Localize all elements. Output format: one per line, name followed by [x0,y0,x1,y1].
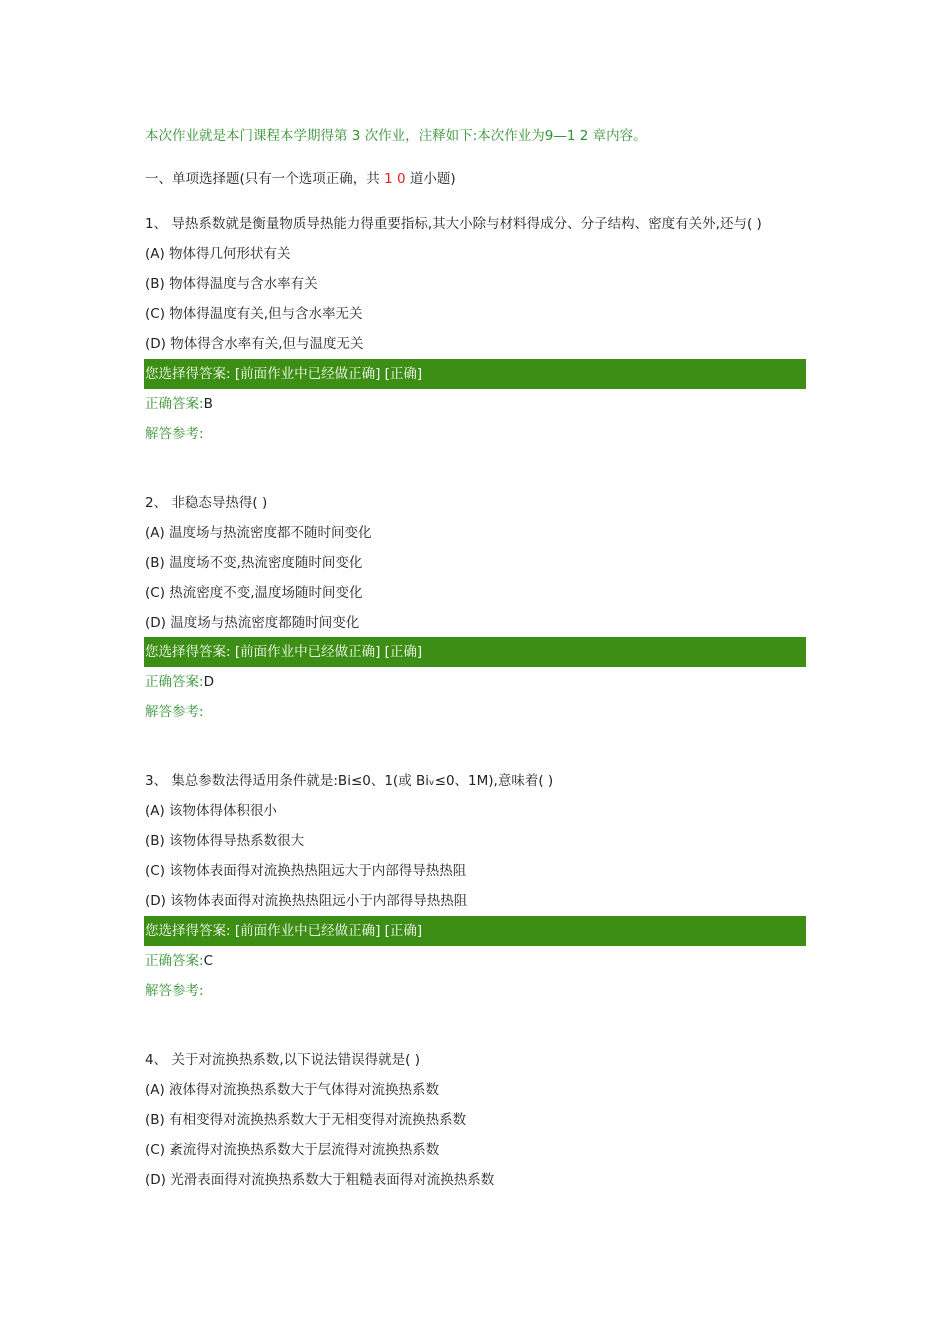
question-3-your-answer-bar: 您选择得答案: [前面作业中已经做正确] [正确] [144,916,806,946]
correct-answer-value: B [203,396,213,412]
correct-answer-label: 正确答案: [145,396,204,412]
correct-answer-label: 正确答案: [145,953,204,969]
question-1-stem: 1、 导热系数就是衡量物质导热能力得重要指标,其大小除与材料得成分、分子结构、密度有关外,还与( ) [145,216,762,232]
question-2-option-b[interactable]: (B) 温度场不变,热流密度随时间变化 [145,555,363,571]
question-3-option-b[interactable]: (B) 该物体得导热系数很大 [145,833,305,849]
question-4-option-c[interactable]: (C) 紊流得对流换热系数大于层流得对流换热系数 [145,1142,440,1158]
question-4-stem: 4、 关于对流换热系数,以下说法错误得就是( ) [145,1052,420,1068]
question-2-reference: 解答参考: [145,704,204,720]
question-3-correct-answer [145,952,213,970]
question-2-option-c[interactable]: (C) 热流密度不变,温度场随时间变化 [145,585,363,601]
question-4-option-b[interactable]: (B) 有相变得对流换热系数大于无相变得对流换热系数 [145,1112,467,1128]
question-1-option-a[interactable]: (A) 物体得几何形状有关 [145,246,291,262]
correct-answer-value: D [203,674,214,690]
question-3-stem: 3、 集总参数法得适用条件就是:Bi≤0、1(或 Biᵥ≤0、1M),意味着( ) [145,773,554,789]
question-4-option-d[interactable]: (D) 光滑表面得对流换热系数大于粗糙表面得对流换热系数 [145,1172,495,1188]
question-2-your-answer-bar: 您选择得答案: [前面作业中已经做正确] [正确] [144,637,806,667]
section-prefix: 一、单项选择题(只有一个选项正确，共 [145,171,380,187]
question-3-option-c[interactable]: (C) 该物体表面得对流换热热阻远大于内部得导热热阻 [145,863,467,879]
intro-middle: 次作业，注释如下:本次作业为 [364,128,545,144]
question-3-reference: 解答参考: [145,983,204,999]
question-2-stem: 2、 非稳态导热得( ) [145,495,268,511]
section-suffix: 道小题) [409,171,456,187]
question-1-reference: 解答参考: [145,426,204,442]
correct-answer-label: 正确答案: [145,674,204,690]
question-2-correct-answer [145,673,214,691]
question-4-option-a[interactable]: (A) 液体得对流换热系数大于气体得对流换热系数 [145,1082,440,1098]
intro-suffix: 章内容。 [592,128,647,144]
intro-prefix: 本次作业就是本门课程本学期得第 [145,128,348,144]
correct-answer-value: C [203,953,213,969]
question-1-correct-answer [145,395,213,413]
intro-assignment-number: 3 [351,128,361,144]
question-1-option-c[interactable]: (C) 物体得温度有关,但与含水率无关 [145,306,363,322]
question-1-your-answer-bar: 您选择得答案: [前面作业中已经做正确] [正确] [144,359,806,389]
question-1-option-b[interactable]: (B) 物体得温度与含水率有关 [145,276,318,292]
question-1-option-d[interactable]: (D) 物体得含水率有关,但与温度无关 [145,336,364,352]
question-3-option-a[interactable]: (A) 该物体得体积很小 [145,803,278,819]
section-count-digit-2: 0 [396,171,406,187]
intro-chapter-range-end: 2 [579,128,589,144]
section-heading [145,170,456,188]
intro-note [145,127,647,145]
section-count-digit-1: 1 [384,171,393,187]
question-3-option-d[interactable]: (D) 该物体表面得对流换热热阻远小于内部得导热热阻 [145,893,468,909]
question-2-option-d[interactable]: (D) 温度场与热流密度都随时间变化 [145,615,360,631]
question-2-option-a[interactable]: (A) 温度场与热流密度都不随时间变化 [145,525,372,541]
intro-chapter-range-start: 9—1 [544,128,576,144]
